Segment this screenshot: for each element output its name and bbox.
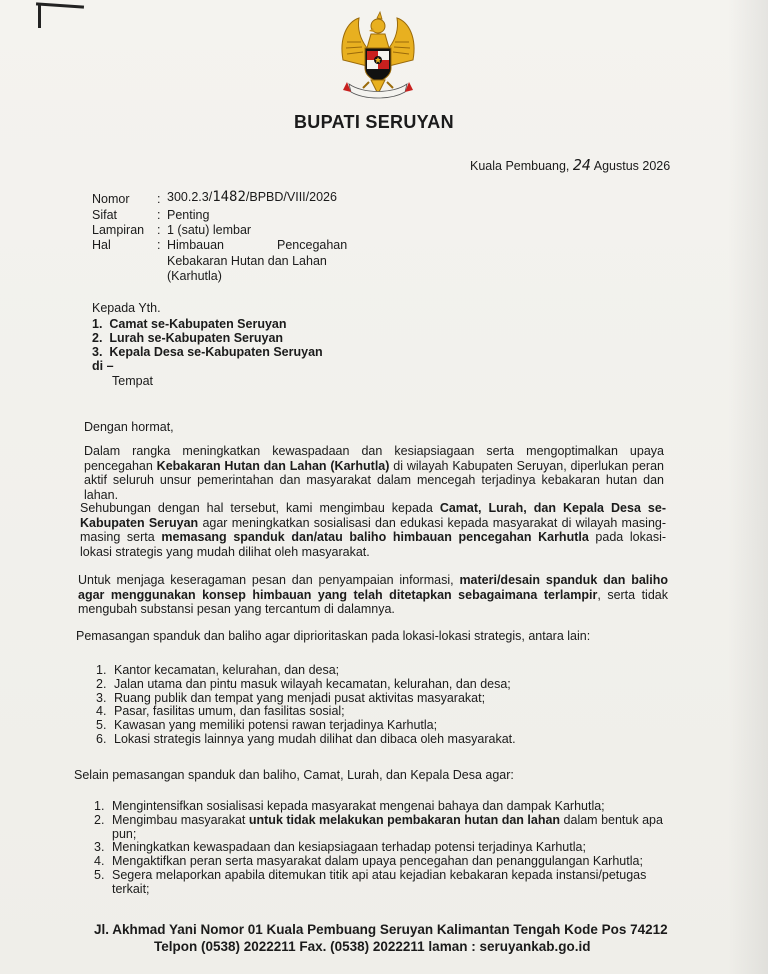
recipient-3: 3. Kepala Desa se-Kabupaten Seruyan [92, 345, 323, 359]
recipient-2: 2. Lurah se-Kabupaten Seruyan [92, 331, 284, 345]
date-day-handwritten: 24 [572, 156, 591, 174]
list-item: 4. Mengaktifkan peran serta masyarakat dalam upaya pencegahan dan penanggulangan Karhutla; [94, 854, 643, 869]
nomor-colon: : [157, 192, 161, 206]
date-prefix: Kuala Pembuang, [470, 159, 570, 173]
hal-label: Hal [92, 238, 111, 252]
recipient-di: di – [92, 359, 114, 373]
sifat-colon: : [157, 208, 161, 222]
list-item: 5. Kawasan yang memiliki potensi rawan terjadinya Karhutla; [96, 718, 438, 733]
nomor-value [167, 190, 337, 206]
paragraph-2: Sehubungan dengan hal tersebut, kami mengimbau kepada Camat, Lurah, dan Kepala Desa se-Kabupaten Seruyan agar meningkatkan sosialisasi dan edukasi kepada masyarakat di wilayah masing-masing serta memasang spanduk dan/atau baliho himbauan pencegahan Karhutla pada lokasi-lokasi strategis yang mudah dilihat oleh masyarakat. [80, 501, 667, 559]
list-item: 5. Segera melaporkan apabila ditemukan titik api atau kejadian kebakaran kepada instansi/petugas terkait; [94, 867, 647, 896]
footer-address: Jl. Akhmad Yani Nomor 01 Kuala Pembuang Seruyan Kalimantan Tengah Kode Pos 74212 [94, 922, 668, 937]
sifat-label: Sifat [92, 208, 118, 222]
lampiran-label: Lampiran [92, 223, 145, 237]
letter-date [470, 156, 670, 174]
list-item: 1. Kantor kecamatan, kelurahan, dan desa; [96, 663, 340, 677]
hal-line-2: Kebakaran Hutan dan Lahan [167, 254, 327, 268]
paragraph-5: Selain pemasangan spanduk dan baliho, Camat, Lurah, dan Kepala Desa agar: [74, 768, 514, 782]
nomor-suffix: /BPBD/VIII/2026 [245, 190, 337, 204]
paragraph-4: Pemasangan spanduk dan baliho agar diprioritaskan pada lokasi-lokasi strategis, antara lain: [76, 629, 591, 643]
garuda-emblem-icon [333, 8, 423, 102]
list-item: 1. Mengintensifkan sosialisasi kepada masyarakat mengenai bahaya dan dampak Karhutla; [94, 799, 605, 813]
nomor-prefix: 300.2.3/ [167, 190, 213, 204]
list-item: 6. Lokasi strategis lainnya yang mudah dilihat dan dibaca oleh masyarakat. [96, 731, 516, 746]
paragraph-1: Dalam rangka meningkatkan kewaspadaan dan kesiapsiagaan serta mengoptimalkan upaya pencegahan Kebakaran Hutan dan Lahan (Karhutla) di wilayah Kabupaten Seruyan, diperlukan peran aktif seluruh unsur pemerintahan dan masyarakat dalam mencegah terjadinya kebakaran hutan dan lahan. [84, 444, 665, 502]
hal-line-1b: Pencegahan [277, 238, 348, 252]
recipient-place: Tempat [112, 374, 153, 388]
list-item: 3. Ruang publik dan tempat yang menjadi pusat aktivitas masyarakat; [96, 690, 486, 705]
list-item: 2. Jalan utama dan pintu masuk wilayah kecamatan, kelurahan, dan desa; [96, 676, 511, 691]
pen-mark-vertical [38, 4, 41, 28]
date-suffix: Agustus 2026 [593, 159, 671, 173]
nomor-label: Nomor [92, 192, 130, 206]
nomor-handwritten: 1482 [212, 189, 246, 205]
footer-contact: Telpon (0538) 2022211 Fax. (0538) 2022211 laman : seruyankab.go.id [154, 939, 591, 954]
pen-mark [36, 2, 84, 8]
list-item: 2. Mengimbau masyarakat untuk tidak melakukan pembakaran hutan dan lahan dalam bentuk apa pun; [94, 812, 663, 841]
hal-colon: : [157, 238, 161, 252]
location-list [96, 664, 656, 747]
paragraph-3: Untuk menjaga keseragaman pesan dan penyampaian informasi, materi/desain spanduk dan baliho agar menggunakan konsep himbauan yang telah ditetapkan sebagaimana terlampir, serta tidak mengubah substansi pesan yang tercantum di dalamnya. [78, 573, 668, 616]
hal-line-1a: Himbauan [167, 238, 224, 252]
lampiran-colon: : [157, 223, 161, 237]
lampiran-value: 1 (satu) lembar [167, 223, 252, 237]
list-item: 4. Pasar, fasilitas umum, dan fasilitas sosial; [96, 704, 345, 719]
page-shadow [728, 0, 768, 974]
hal-line-3: (Karhutla) [167, 269, 222, 283]
list-item: 3. Meningkatkan kewaspadaan dan kesiapsiagaan terhadap potensi terjadinya Karhutla; [94, 840, 586, 855]
greeting: Dengan hormat, [84, 420, 174, 434]
recipient-1: 1. Camat se-Kabupaten Seruyan [92, 317, 287, 331]
letterhead-title: BUPATI SERUYAN [294, 112, 454, 132]
sifat-value: Penting [167, 208, 210, 222]
action-list [94, 800, 666, 897]
recipient-intro: Kepada Yth. [92, 301, 161, 315]
